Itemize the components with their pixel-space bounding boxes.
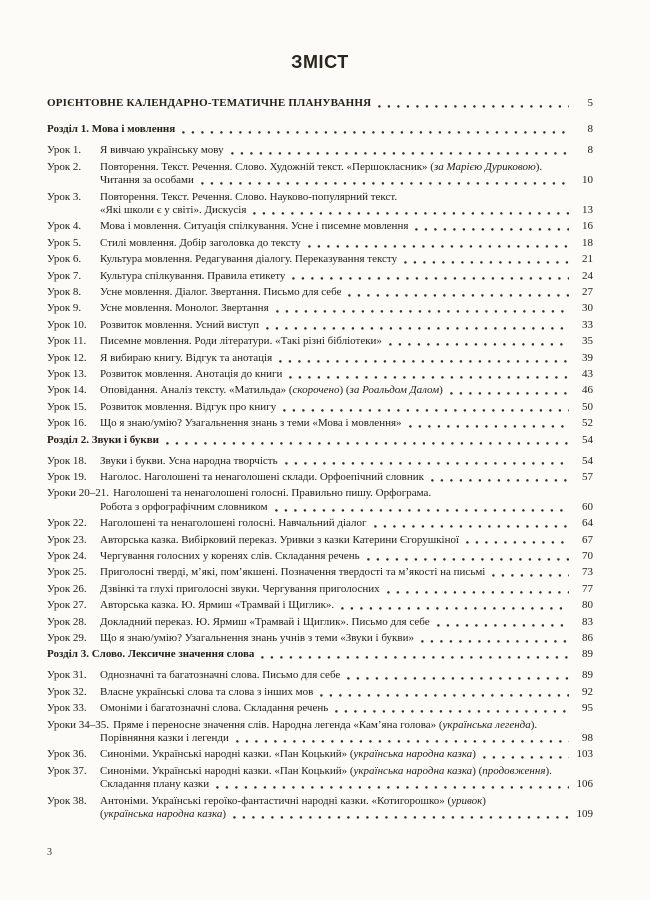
toc-entry xyxy=(47,401,593,414)
toc-entry-text: Розвиток мовлення. Відгук про книгу xyxy=(100,400,277,413)
toc-entry-text: Докладний переказ. Ю. Ярмиш «Трамвай і Щиглик». Письмо для себе xyxy=(100,615,430,628)
toc-entry xyxy=(47,616,593,629)
toc-entry xyxy=(47,161,593,188)
dot-leader xyxy=(387,583,569,596)
toc-entry-text: Антоніми. Українські героїко-фантастичні народні казки. «Котигорошко» (уривок) xyxy=(100,794,486,807)
toc-entry-text: Наголошені та ненаголошені голосні. Навчальний діалог xyxy=(100,517,367,530)
toc-entry-line xyxy=(47,352,593,365)
page-ref: 8 xyxy=(587,144,593,157)
toc-entry-text: Писемне мовлення. Роди літератури. «Такі різні бібліотеки» xyxy=(100,335,382,348)
toc-entry-text: Культура спілкування. Правила етикету xyxy=(100,269,286,282)
toc-entry xyxy=(47,566,593,579)
toc-entry-line xyxy=(47,778,593,791)
toc-entry xyxy=(47,702,593,715)
toc-entry-line xyxy=(47,220,593,233)
toc-entry-line xyxy=(47,401,593,414)
page-ref: 8 xyxy=(587,123,593,136)
dot-leader xyxy=(231,144,569,157)
toc-entry-label: Урок 10. xyxy=(47,318,87,331)
toc-entry-text: Повторення. Текст. Речення. Слово. Художній текст. «Першокласник» (за Марією Дуриковою). xyxy=(100,160,543,173)
toc-section-entry xyxy=(47,123,593,136)
toc-entry-text: Власне українські слова та слова з інших мов xyxy=(100,685,314,698)
toc-entry xyxy=(47,517,593,530)
page-ref: 13 xyxy=(582,203,593,216)
toc-entry xyxy=(47,384,593,397)
toc-entry-line xyxy=(47,632,593,645)
dot-leader xyxy=(292,270,569,283)
dot-leader xyxy=(335,702,569,715)
dot-leader xyxy=(266,319,569,332)
toc-entry-label: Урок 4. xyxy=(47,220,82,233)
page-title: ЗМІСТ xyxy=(291,52,349,72)
dot-leader xyxy=(216,778,569,791)
toc-entry-label: Урок 31. xyxy=(47,669,87,682)
dot-leader xyxy=(374,517,569,530)
page-ref: 43 xyxy=(582,368,593,380)
toc-entry-text: Наголошені та ненаголошені голосні. Правильно пишу. Орфограма. xyxy=(113,487,432,500)
toc-entry-line xyxy=(47,161,593,174)
dot-leader xyxy=(320,686,569,699)
toc-entry-text: ОРІЄНТОВНЕ КАЛЕНДАРНО-ТЕМАТИЧНЕ ПЛАНУВАННЯ xyxy=(47,97,372,109)
toc-entry-label: Урок 9. xyxy=(47,302,82,315)
toc-entry xyxy=(47,417,593,430)
page-ref: 57 xyxy=(582,470,593,483)
page-ref: 5 xyxy=(587,97,593,109)
toc-entry-line xyxy=(47,550,593,563)
toc-entry-label: Урок 32. xyxy=(47,685,87,698)
toc-entry-line xyxy=(47,97,593,110)
dot-leader xyxy=(431,471,569,484)
toc-entry-text: Читання за особами xyxy=(100,174,194,187)
page-ref: 89 xyxy=(582,669,593,682)
page-ref: 35 xyxy=(582,335,593,348)
toc-entry-label: Уроки 34–35. xyxy=(47,718,110,731)
page-ref: 73 xyxy=(582,566,593,579)
toc-entry-line xyxy=(47,384,593,397)
dot-leader xyxy=(367,550,569,563)
page-ref: 21 xyxy=(582,253,593,266)
toc-entry-text: Розділ 3. Слово. Лексичне значення слова xyxy=(47,648,255,661)
toc-entry-label: Урок 29. xyxy=(47,632,87,644)
toc-entry-line xyxy=(47,368,593,381)
toc-entry-text: (українська народна казка) xyxy=(100,807,227,820)
page-ref: 103 xyxy=(576,748,593,761)
toc-entry-label: Урок 11. xyxy=(47,335,87,348)
page-ref: 92 xyxy=(582,685,593,698)
toc-entry-label: Урок 3. xyxy=(47,190,82,203)
toc-entry-line xyxy=(47,286,593,299)
toc-entry-label: Урок 1. xyxy=(47,144,82,157)
page-ref: 54 xyxy=(582,433,593,446)
toc-entry xyxy=(47,599,593,612)
toc-entry-line xyxy=(47,270,593,283)
toc-entry-text: Розділ 1. Мова і мовлення xyxy=(47,123,176,136)
toc-entry-text: Авторська казка. Ю. Ярмиш «Трамвай і Щиглик». xyxy=(100,599,335,612)
toc-entry-label: Урок 24. xyxy=(47,549,87,562)
dot-leader xyxy=(289,368,569,381)
page-ref: 80 xyxy=(582,599,593,612)
toc-entry-label: Урок 18. xyxy=(47,454,87,467)
toc-entry-text: Приголосні тверді, м’які, пом’якшені. Позначення твердості та м’якості на письмі xyxy=(100,566,486,579)
toc-entry xyxy=(47,487,593,514)
toc-entry xyxy=(47,302,593,315)
toc-entry-text: Звуки і букви. Усна народна творчість xyxy=(100,454,278,467)
dot-leader xyxy=(341,599,569,612)
page-ref: 16 xyxy=(582,220,593,233)
dot-leader xyxy=(236,732,569,745)
page-ref: 18 xyxy=(582,236,593,249)
toc-entry-line xyxy=(47,501,593,514)
toc-entry xyxy=(47,352,593,365)
toc-entry xyxy=(47,765,593,792)
toc-section-entry xyxy=(47,434,593,447)
toc-entry-text: Однозначні та багатозначні слова. Письмо для себе xyxy=(100,669,341,682)
toc-entry-line xyxy=(47,237,593,250)
toc-entry-line xyxy=(47,302,593,315)
toc-entry xyxy=(47,795,593,822)
toc-entry xyxy=(47,471,593,484)
toc-entry-text: Синоніми. Українські народні казки. «Пан Коцький» (українська народна казка) xyxy=(100,748,476,761)
toc-entry-text: Порівняння казки і легенди xyxy=(100,731,229,744)
toc-entry-label: Урок 36. xyxy=(47,748,87,761)
toc-entry-text: Що я знаю/умію? Узагальнення знань з теми «Мова і мовлення» xyxy=(100,417,402,430)
dot-leader xyxy=(261,648,569,661)
page-ref: 86 xyxy=(582,632,593,644)
page-ref: 50 xyxy=(582,400,593,413)
toc-entry-label: Урок 5. xyxy=(47,236,82,249)
toc-entry xyxy=(47,550,593,563)
toc-entry-text: Авторська казка. Вибірковий переказ. Уривки з казки Катерини Єгорушкіної xyxy=(100,533,460,546)
toc-entry xyxy=(47,319,593,332)
dot-leader xyxy=(437,616,569,629)
toc-entry-label: Урок 28. xyxy=(47,615,87,628)
toc-entry-label: Урок 7. xyxy=(47,269,82,282)
toc-entry-line xyxy=(47,174,593,187)
toc-entry xyxy=(47,335,593,348)
page-ref: 52 xyxy=(582,417,593,430)
toc-entry-label: Урок 26. xyxy=(47,582,87,595)
dot-leader xyxy=(276,302,569,315)
toc-entry xyxy=(47,191,593,218)
dot-leader xyxy=(415,220,569,233)
toc-entry-line xyxy=(47,204,593,217)
toc-entry-line xyxy=(47,795,593,808)
toc-entry-text: Стилі мовлення. Добір заголовка до тексту xyxy=(100,236,301,249)
toc-entry-text: Що я знаю/умію? Узагальнення знань учнів з теми «Звуки і букви» xyxy=(100,632,414,644)
toc-entry-label: Урок 38. xyxy=(47,794,87,807)
page-ref: 109 xyxy=(576,807,593,820)
page-ref: 106 xyxy=(576,778,593,791)
toc-entry-line xyxy=(47,648,593,661)
footer-page-number: 3 xyxy=(47,847,52,858)
dot-leader xyxy=(466,534,569,547)
toc-section-entry xyxy=(47,648,593,661)
toc-entry-text: Робота з орфографічним словником xyxy=(100,500,268,513)
toc-entry-line xyxy=(47,616,593,629)
toc-entry-text: Розвиток мовлення. Усний виступ xyxy=(100,318,260,331)
toc-entry-line xyxy=(47,669,593,682)
toc-entry-line xyxy=(47,335,593,348)
toc-entry xyxy=(47,368,593,381)
toc-entry-line xyxy=(47,471,593,484)
toc-entry-label: Урок 8. xyxy=(47,285,82,298)
dot-leader xyxy=(347,669,569,682)
toc-entry-text: Я вивчаю українську мову xyxy=(100,144,224,157)
toc-entry-line xyxy=(47,748,593,761)
dot-leader xyxy=(279,352,569,365)
dot-leader xyxy=(233,808,569,821)
toc-entry xyxy=(47,253,593,266)
toc-entry-line xyxy=(47,765,593,778)
toc-entry-text: Культура мовлення. Редагування діалогу. Переказування тексту xyxy=(100,253,398,266)
toc-front-entry xyxy=(47,97,593,110)
dot-leader xyxy=(308,237,569,250)
toc-entry-text: Складання плану казки xyxy=(100,778,210,791)
page-ref: 64 xyxy=(582,517,593,530)
toc-entry-text: Усне мовлення. Монолог. Звертання xyxy=(100,302,269,315)
page-ref: 60 xyxy=(582,500,593,513)
page-ref: 39 xyxy=(582,351,593,364)
toc-entry xyxy=(47,583,593,596)
dot-leader xyxy=(404,253,569,266)
dot-leader xyxy=(450,384,569,397)
toc-entry-label: Уроки 20–21. xyxy=(47,487,110,500)
toc-entry-label: Урок 19. xyxy=(47,470,87,483)
page-ref: 30 xyxy=(582,302,593,315)
dot-leader xyxy=(285,455,569,468)
dot-leader xyxy=(421,632,569,645)
page-ref: 67 xyxy=(582,533,593,546)
toc-entry-line xyxy=(47,534,593,547)
dot-leader xyxy=(348,286,569,299)
toc-entry-label: Урок 2. xyxy=(47,160,82,173)
page-ref: 70 xyxy=(582,549,593,562)
toc-entry-line xyxy=(47,732,593,745)
toc-entry-text: Усне мовлення. Діалог. Звертання. Письмо для себе xyxy=(100,285,342,298)
toc-entry-text: Омоніми і багатозначні слова. Складання речень xyxy=(100,702,329,715)
toc-entry xyxy=(47,686,593,699)
page-ref: 95 xyxy=(582,702,593,715)
toc-entry-line xyxy=(47,686,593,699)
toc-entry-text: «Які школи є у світі». Дискусія xyxy=(100,203,247,216)
toc-entry xyxy=(47,632,593,645)
toc-entry xyxy=(47,748,593,761)
dot-leader xyxy=(201,174,569,187)
toc-entry-text: Оповідання. Аналіз тексту. «Матильда» (скорочено) (за Роальдом Далом) xyxy=(100,384,443,397)
toc-entry-label: Урок 27. xyxy=(47,599,87,612)
toc-entry-text: Чергування голосних у коренях слів. Складання речень xyxy=(100,549,360,562)
dot-leader xyxy=(483,748,569,761)
toc-entry-label: Урок 13. xyxy=(47,368,87,380)
toc-entry-line xyxy=(47,599,593,612)
toc-entry-text: Розділ 2. Звуки і букви xyxy=(47,433,160,446)
toc-entry xyxy=(47,534,593,547)
toc-entry-line xyxy=(47,808,593,821)
toc-entry-text: Пряме і переносне значення слів. Народна легенда «Кам’яна голова» (українська легенда). xyxy=(113,718,538,731)
toc-entry xyxy=(47,286,593,299)
toc-entry-text: Мова і мовлення. Ситуація спілкування. Усне і писемне мовлення xyxy=(100,220,409,233)
toc-entry-line xyxy=(47,123,593,136)
toc-entry xyxy=(47,144,593,157)
toc-entry-line xyxy=(47,417,593,430)
toc-entry-line xyxy=(47,566,593,579)
toc-entry-label: Урок 12. xyxy=(47,351,87,364)
toc-entry-line xyxy=(47,719,593,732)
dot-leader xyxy=(389,335,569,348)
page-ref: 54 xyxy=(582,454,593,467)
toc-entry-label: Урок 22. xyxy=(47,517,87,530)
page-ref: 46 xyxy=(582,384,593,397)
toc-list xyxy=(47,97,593,821)
toc-entry-label: Урок 6. xyxy=(47,253,82,266)
toc-entry-text: Синоніми. Українські народні казки. «Пан Коцький» (українська народна казка) (продовження). xyxy=(100,764,552,777)
toc-entry-label: Урок 14. xyxy=(47,384,87,397)
toc-entry-text: Повторення. Текст. Речення. Слово. Науково-популярний текст. xyxy=(100,190,398,203)
page-ref: 24 xyxy=(582,269,593,282)
toc-entry-text: Я вибираю книгу. Відгук та анотація xyxy=(100,351,273,364)
toc-entry-label: Урок 33. xyxy=(47,702,87,715)
toc-entry xyxy=(47,719,593,746)
toc-entry xyxy=(47,455,593,468)
toc-entry xyxy=(47,237,593,250)
dot-leader xyxy=(378,97,569,110)
page-ref: 77 xyxy=(582,582,593,595)
dot-leader xyxy=(166,434,569,447)
toc-entry-line xyxy=(47,487,593,500)
toc-entry-text: Дзвінкі та глухі приголосні звуки. Чергування приголосних xyxy=(100,582,380,595)
toc-entry-label: Урок 16. xyxy=(47,417,87,430)
page-ref: 83 xyxy=(582,615,593,628)
page-ref: 10 xyxy=(582,174,593,187)
toc-entry-line xyxy=(47,191,593,204)
toc-entry-label: Урок 25. xyxy=(47,566,87,579)
toc-entry-label: Урок 23. xyxy=(47,533,87,546)
toc-entry-label: Урок 37. xyxy=(47,764,87,777)
dot-leader xyxy=(275,501,569,514)
toc-entry-line xyxy=(47,319,593,332)
toc-entry-label: Урок 15. xyxy=(47,400,87,413)
toc-entry-line xyxy=(47,517,593,530)
toc-entry xyxy=(47,669,593,682)
page-ref: 89 xyxy=(582,648,593,661)
dot-leader xyxy=(182,123,569,136)
toc-entry-line xyxy=(47,253,593,266)
dot-leader xyxy=(409,417,569,430)
dot-leader xyxy=(283,401,569,414)
page-ref: 27 xyxy=(582,285,593,298)
toc-entry-text: Розвиток мовлення. Анотація до книги xyxy=(100,368,283,380)
dot-leader xyxy=(492,566,569,579)
toc-entry-line xyxy=(47,702,593,715)
toc-entry-line xyxy=(47,144,593,157)
toc-entry-line xyxy=(47,455,593,468)
toc-entry xyxy=(47,220,593,233)
page-ref: 33 xyxy=(582,318,593,331)
toc-entry-line xyxy=(47,583,593,596)
toc-entry-line xyxy=(47,434,593,447)
page-ref: 98 xyxy=(582,731,593,744)
toc-entry xyxy=(47,270,593,283)
toc-entry-text: Наголос. Наголошені та ненаголошені склади. Орфоепічний словник xyxy=(100,470,424,483)
dot-leader xyxy=(253,204,569,217)
